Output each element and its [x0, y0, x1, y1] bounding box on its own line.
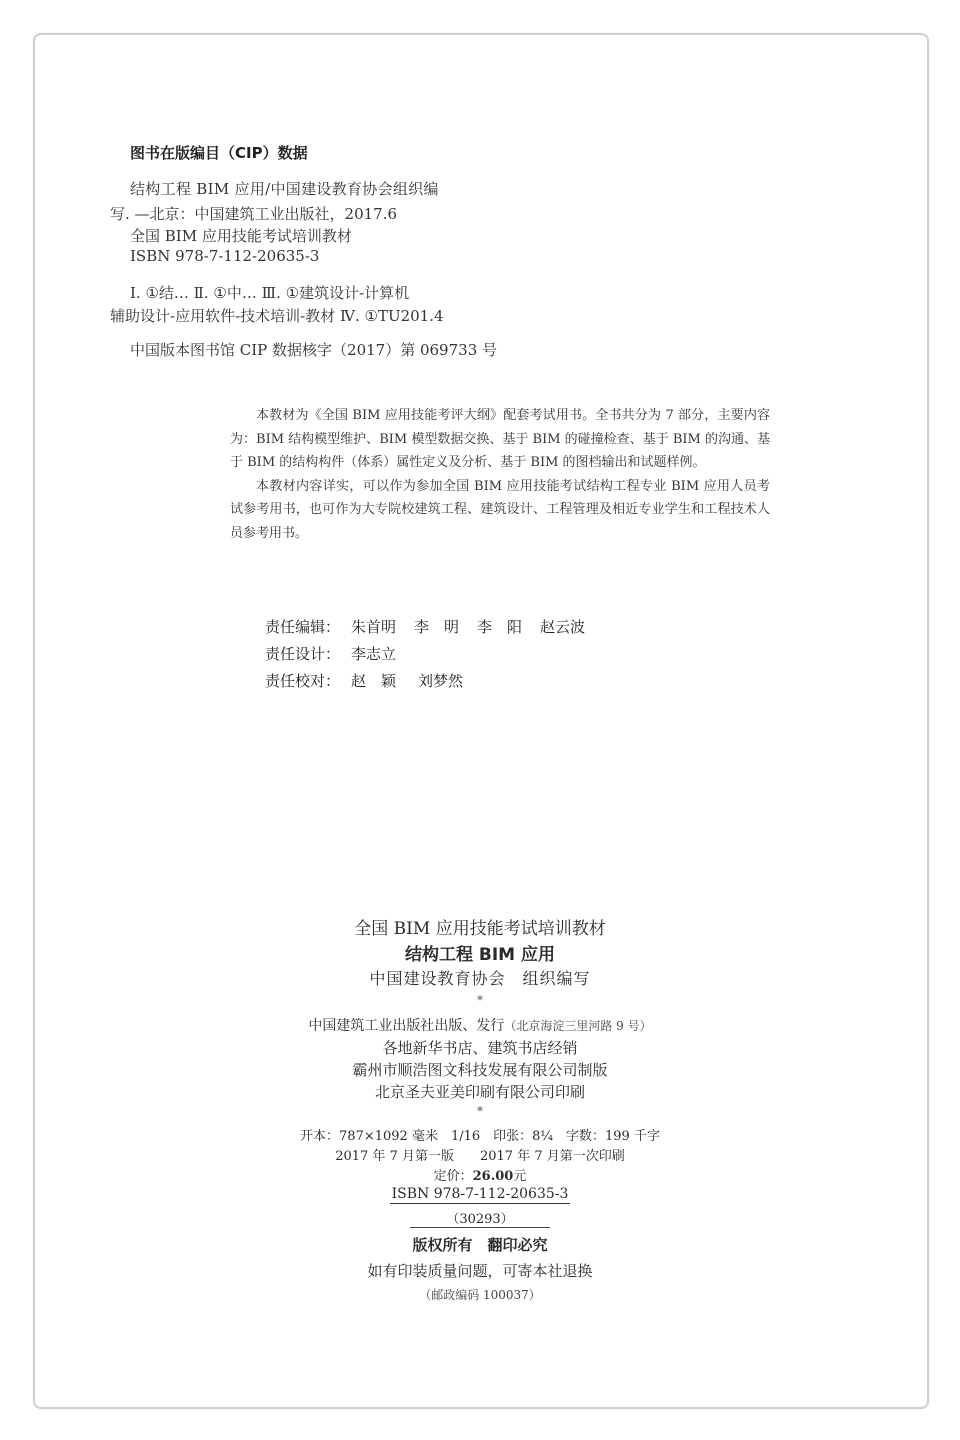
- cip-line-subject: 辅助设计-应用软件-技术培训-教材 Ⅳ. ①TU201.4: [110, 307, 444, 325]
- summary-paragraph: 本教材为《全国 BIM 应用技能考评大纲》配套考试用书。全书共分为 7 部分，主要内容为：BIM 结构模型维护、BIM 模型数据交换、基于 BIM 的碰撞检查、基于 BIM 的沟通、基于 BIM 的结构构件（体系）属性定义及分析、基于 BIM 的图档输出和试题样例。: [230, 408, 770, 470]
- credit-designer: [265, 643, 396, 664]
- summary-paragraph: 本教材内容详实，可以作为参加全国 BIM 应用技能考试结构工程专业 BIM 应用人员考试参考用书，也可作为大专院校建筑工程、建筑设计、工程管理及相近专业学生和工程技术人员参考用书。: [230, 478, 770, 541]
- editor-label: 责任编辑：: [265, 618, 341, 636]
- publisher-address: （北京海淀三里河路 9 号）: [504, 1019, 652, 1033]
- credit-editors: [265, 616, 585, 637]
- price-label: 定价：: [433, 1169, 473, 1184]
- colophon-return-note: 如有印装质量问题，可寄本社退换: [367, 1262, 593, 1280]
- cip-line-title: 结构工程 BIM 应用/中国建设教育协会组织编: [130, 180, 439, 198]
- colophon-postcode: （邮政编码 100037）: [419, 1288, 541, 1302]
- separator-star: *: [477, 993, 483, 1007]
- credit-proofreaders: [265, 670, 463, 691]
- colophon-typesetter: 霸州市顺浩图文科技发展有限公司制版: [352, 1061, 608, 1079]
- isbn-number: ISBN 978-7-112-20635-3: [391, 1186, 569, 1202]
- designer-label: 责任设计：: [265, 645, 341, 663]
- colophon-book-code: （30293）: [446, 1212, 514, 1227]
- separator-star: *: [477, 1104, 483, 1118]
- book-summary: [230, 404, 770, 545]
- colophon-printer: 北京圣夫亚美印刷有限公司印刷: [374, 1083, 585, 1101]
- cip-heading: 图书在版编目（CIP）数据: [130, 144, 308, 162]
- editor-name: 朱首明: [351, 618, 397, 636]
- colophon-rights: 版权所有 翻印必究: [412, 1236, 548, 1254]
- proof-label: 责任校对：: [265, 672, 341, 690]
- price-value: 26.00: [472, 1169, 514, 1184]
- price-unit: 元: [513, 1169, 527, 1184]
- publisher-name: 中国建筑工业出版社出版、发行: [308, 1018, 505, 1034]
- colophon-isbn: [0, 1186, 960, 1204]
- cip-line-series: 全国 BIM 应用技能考试培训教材: [130, 227, 352, 245]
- editor-name: 李 阳: [477, 618, 523, 636]
- divider-rule: [410, 1227, 550, 1228]
- colophon-distributor: 各地新华书店、建筑书店经销: [382, 1039, 578, 1057]
- editor-name: 赵云波: [540, 618, 586, 636]
- cip-line-record-number: 中国版本图书馆 CIP 数据核字（2017）第 069733 号: [130, 341, 498, 359]
- colophon-publisher: [0, 1015, 960, 1035]
- colophon-price: [0, 1165, 960, 1184]
- cip-line-classification: Ⅰ. ①结… Ⅱ. ①中… Ⅲ. ①建筑设计-计算机: [130, 284, 410, 302]
- colophon-title: 结构工程 BIM 应用: [404, 945, 556, 965]
- cip-line-isbn: ISBN 978-7-112-20635-3: [130, 247, 320, 265]
- colophon-specs: 开本：787×1092 毫米 1/16 印张：8¼ 字数：199 千字: [300, 1129, 660, 1144]
- colophon-org: 中国建设教育协会 组织编写: [369, 969, 591, 988]
- proofreader-name: 赵 颖: [351, 672, 397, 690]
- colophon-edition: 2017 年 7 月第一版 2017 年 7 月第一次印刷: [335, 1149, 625, 1164]
- editor-name: 李 明: [414, 618, 460, 636]
- cip-line-publisher: 写. —北京：中国建筑工业出版社，2017.6: [110, 205, 398, 223]
- proofreader-name: 刘梦然: [418, 672, 464, 690]
- colophon-series: 全国 BIM 应用技能考试培训教材: [354, 919, 606, 939]
- designer-name: 李志立: [351, 645, 397, 663]
